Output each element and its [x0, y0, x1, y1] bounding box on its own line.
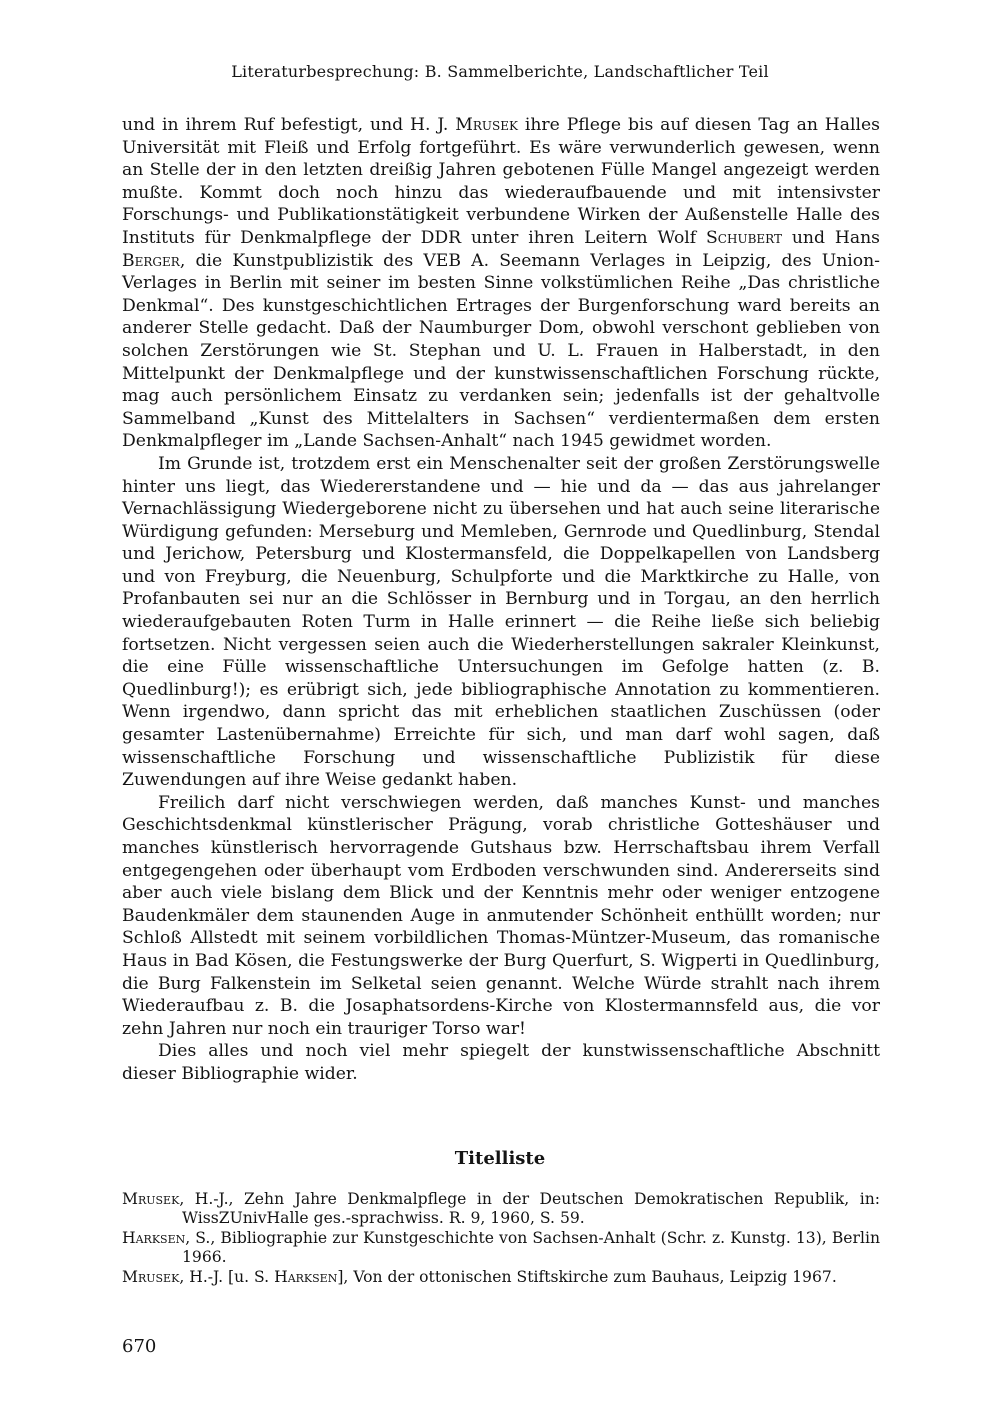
- paragraph-3: Freilich darf nicht verschwiegen werden, daß manches Kunst- und manches Geschichtsdenkmal künstlerischer Prägung, vorab christliche Gotteshäuser und manches künstlerisch hervorragende Gutshaus bzw. Herrschaftsbau ihrem Verfall entgegengehen oder überhaupt vom Erdboden verschwunden sind. Andererseits sind aber auch viele bislang dem Blick und der Kenntnis mehr oder weniger entzogene Baudenkmäler dem staunenden Auge in anmutender Schönheit enthüllt worden; nur Schloß Allstedt mit seinem vorbildlichen Thomas-Müntzer-Museum, das romanische Haus in Bad Kösen, die Festungswerke der Burg Querfurt, S. Wigperti in Quedlinburg, die Burg Falkenstein im Selketal seien genannt. Welche Würde strahlt nach ihrem Wiederaufbau z. B. die Josaphatsordens-Kirche von Klostermannsfeld aus, die vor zehn Jahren nur noch ein trauriger Torso war!: [122, 792, 880, 1039]
- reference-list: [122, 1190, 880, 1289]
- reference-details: , S., Bibliographie zur Kunstgeschichte von Sachsen-Anhalt (Schr. z. Kunstg. 13), Berlin 1966.: [182, 1229, 880, 1266]
- reference-author: Mrusek: [122, 1268, 180, 1287]
- paragraph-2: Im Grunde ist, trotzdem erst ein Menschenalter seit der großen Zerstörungswelle hinter uns liegt, das Wiedererstandene und — hie und da — das aus jahrelanger Vernachlässigung Wiedergeborene nicht zu übersehen und hat auch seine literarische Würdigung gefunden: Merseburg und Memleben, Gernrode und Quedlinburg, Stendal und Jerichow, Petersburg und Klostermansfeld, die Doppelkapellen von Landsberg und von Freyburg, die Neuenburg, Schulpforte und die Marktkirche zu Halle, von Profanbauten sei nur an die Schlösser in Bernburg und in Torgau, an den herrlich wiederaufgebauten Roten Turm in Halle erinnert — die Reihe ließe sich beliebig fortsetzen. Nicht vergessen seien auch die Wiederherstellungen sakraler Kleinkunst, die eine Fülle wissenschaftliche Untersuchungen im Gefolge hatten (z. B. Quedlinburg!); es erübrigt sich, jede bibliographische Annotation zu kommentieren. Wenn irgendwo, dann spricht das mit erheblichen staatlichen Zuschüssen (oder gesamter Lastenübernahme) Erreichte für sich, und man darf wohl sagen, daß wissenschaftliche Forschung und wissenschaftliche Publizistik für diese Zuwendungen auf ihre Weise gedankt haben.: [122, 453, 880, 791]
- paragraph-1: [122, 114, 880, 453]
- reference-details: ], Von der ottonischen Stiftskirche zum Bauhaus, Leipzig 1967.: [337, 1268, 837, 1287]
- reference-entry: [122, 1190, 880, 1227]
- paragraph-1-text-c: und Hans: [781, 227, 880, 248]
- author-name-schubert: Schubert: [706, 227, 782, 248]
- reference-entry: [122, 1268, 880, 1287]
- reference-entry: [122, 1229, 880, 1266]
- paragraph-1-text-d: , die Kunstpublizistik des VEB A. Seemann Verlages in Leipzig, des Union-Verlages in Berlin mit seiner im besten Sinne volkstümlichen Reihe „Das christliche Denkmal“. Des kunstgeschichtlichen Ertrages der Burgenforschung ward bereits an anderer Stelle gedacht. Daß der Naumburger Dom, obwohl verschont geblieben von solchen Zerstörungen wie St. Stephan und U. L. Frauen in Halberstadt, in den Mittelpunkt der Denkmalpflege und der kunstwissenschaftlichen Forschung rückte, mag auch persönlichem Einsatz zu verdanken sein; jedenfalls ist der gehaltvolle Sammelband „Kunst des Mittelalters in Sachsen“ verdientermaßen dem ersten Denkmalpfleger im „Lande Sachsen-Anhalt“ nach 1945 gewidmet worden.: [122, 250, 880, 452]
- body-text: [122, 114, 880, 1086]
- paragraph-4: Dies alles und noch viel mehr spiegelt der kunstwissenschaftliche Abschnitt dieser Bibliographie wider.: [122, 1041, 880, 1084]
- running-header: Literaturbesprechung: B. Sammelberichte, Landschaftlicher Teil: [231, 62, 769, 81]
- reference-author: Harksen: [122, 1229, 186, 1248]
- titelliste-heading: Titelliste: [454, 1148, 546, 1169]
- paragraph-1-text-a: und in ihrem Ruf befestigt, und H. J.: [122, 115, 456, 135]
- page-number: 670: [122, 1336, 157, 1357]
- reference-author: Mrusek: [122, 1190, 180, 1208]
- reference-coauthor: Harksen: [274, 1268, 338, 1287]
- reference-details: , H.-J. [u. S.: [179, 1268, 275, 1287]
- reference-details: , H.-J., Zehn Jahre Denkmalpflege in der Deutschen Demokratischen Republik, in: WissZUnivHalle ges.-sprachwiss. R. 9, 1960, S. 59.: [179, 1190, 880, 1227]
- author-name-berger: Berger: [122, 250, 180, 271]
- paragraph-1-text-b: ihre Pflege bis auf diesen Tag an Halles Universität mit Fleiß und Erfolg fortgeführt. Es wäre verwunderlich gewesen, wenn an Stelle der in den letzten dreißig Jahren gebotenen Fülle Mangel angezeigt werden mußte. Kommt doch noch hinzu das wiederaufbauende und mit intensivster Forschungs- und Publikationstätigkeit verbundene Wirken der Außenstelle Halle des Instituts für Denkmalpflege der DDR unter ihren Leitern Wolf: [122, 115, 880, 248]
- author-name-mrusek: Mrusek: [455, 115, 518, 135]
